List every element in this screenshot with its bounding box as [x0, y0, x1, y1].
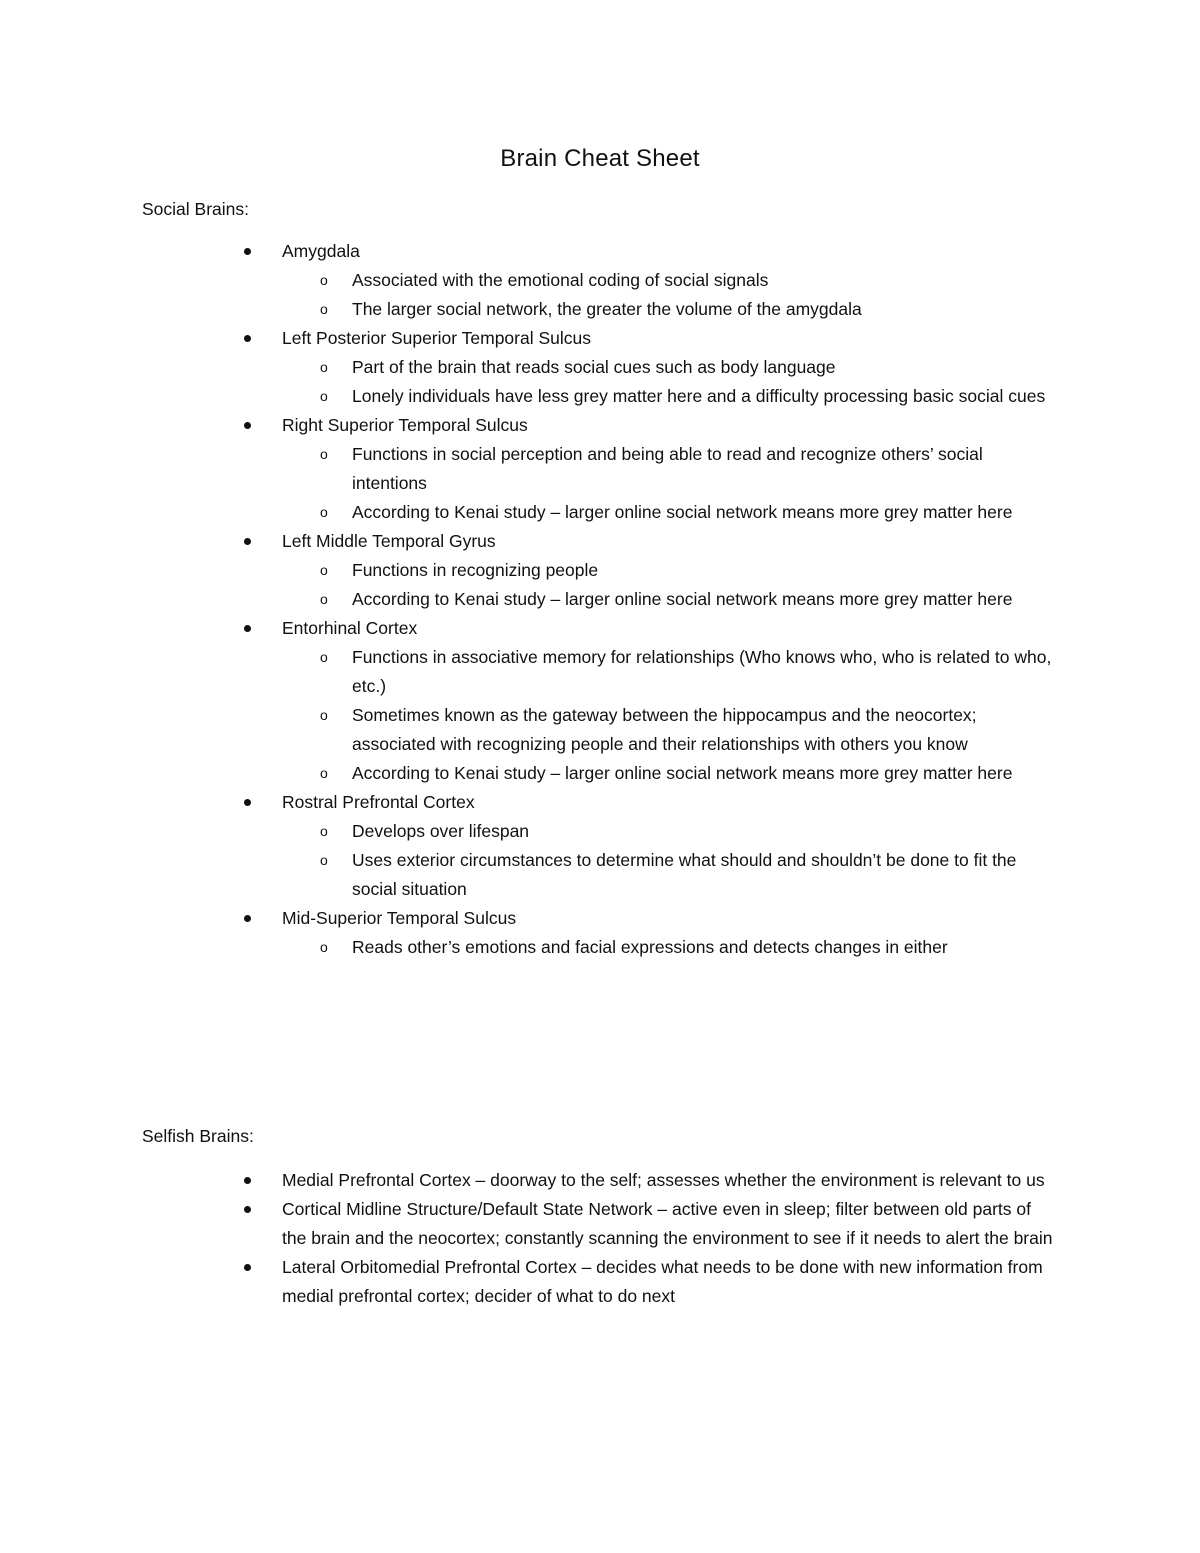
circle-bullet-icon: o — [320, 272, 328, 288]
sub-list-item — [320, 817, 1060, 846]
sub-list-item-text: According to Kenai study – larger online social network means more grey matter here — [352, 589, 1013, 609]
sub-list — [282, 266, 1060, 324]
bullet-icon — [244, 538, 251, 545]
selfish-brains-list — [0, 1166, 1200, 1311]
sub-list-item-text: Lonely individuals have less grey matter here and a difficulty processing basic social cues — [352, 386, 1046, 406]
social-brains-list — [0, 237, 1200, 962]
list-item — [0, 1253, 1200, 1311]
list-item-text: Rostral Prefrontal Cortex — [282, 792, 475, 812]
sub-list-item — [320, 701, 1060, 759]
list-item-text: Cortical Midline Structure/Default State Network – active even in sleep; filter between old parts of the brain and the neocortex; constantly scanning the environment to see if it needs to alert the brain — [282, 1199, 1053, 1248]
circle-bullet-icon: o — [320, 707, 328, 723]
list-item-text: Amygdala — [282, 241, 360, 261]
circle-bullet-icon: o — [320, 939, 328, 955]
list-item — [0, 527, 1200, 614]
list-item — [0, 788, 1200, 904]
list-item-text: Lateral Orbitomedial Prefrontal Cortex – decides what needs to be done with new information from medial prefrontal cortex; decider of what to do next — [282, 1257, 1043, 1306]
sub-list-item — [320, 759, 1060, 788]
bullet-icon — [244, 248, 251, 255]
circle-bullet-icon: o — [320, 562, 328, 578]
sub-list-item-text: Uses exterior circumstances to determine what should and shouldn’t be done to fit the social situation — [352, 850, 1017, 899]
sub-list-item — [320, 643, 1060, 701]
bullet-icon — [244, 1264, 251, 1271]
sub-list-item-text: Sometimes known as the gateway between the hippocampus and the neocortex; associated with recognizing people and their relationships with others you know — [352, 705, 977, 754]
list-item — [0, 237, 1200, 324]
sub-list-item-text: Functions in recognizing people — [352, 560, 599, 580]
list-item — [0, 1166, 1200, 1195]
sub-list-item-text: Functions in social perception and being able to read and recognize others’ social intentions — [352, 444, 983, 493]
circle-bullet-icon: o — [320, 446, 328, 462]
circle-bullet-icon: o — [320, 765, 328, 781]
sub-list-item-text: According to Kenai study – larger online social network means more grey matter here — [352, 763, 1013, 783]
sub-list — [282, 643, 1060, 788]
sub-list-item — [320, 498, 1060, 527]
sub-list-item-text: Functions in associative memory for relationships (Who knows who, who is related to who, etc.) — [352, 647, 1052, 696]
bullet-icon — [244, 799, 251, 806]
list-item — [0, 411, 1200, 527]
sub-list-item-text: Reads other’s emotions and facial expressions and detects changes in either — [352, 937, 948, 957]
circle-bullet-icon: o — [320, 301, 328, 317]
sub-list-item — [320, 382, 1060, 411]
circle-bullet-icon: o — [320, 388, 328, 404]
circle-bullet-icon: o — [320, 823, 328, 839]
list-item-text: Entorhinal Cortex — [282, 618, 418, 638]
sub-list — [282, 817, 1060, 904]
sub-list-item — [320, 295, 1060, 324]
sub-list — [282, 440, 1060, 527]
section-heading-selfish: Selfish Brains: — [142, 1126, 254, 1146]
list-item-text: Left Posterior Superior Temporal Sulcus — [282, 328, 591, 348]
bullet-icon — [244, 1206, 251, 1213]
sub-list-item — [320, 266, 1060, 295]
sub-list-item — [320, 440, 1060, 498]
sub-list-item-text: Associated with the emotional coding of social signals — [352, 270, 769, 290]
bullet-icon — [244, 625, 251, 632]
bullet-icon — [244, 422, 251, 429]
circle-bullet-icon: o — [320, 591, 328, 607]
list-item-text: Left Middle Temporal Gyrus — [282, 531, 496, 551]
list-item-text: Mid-Superior Temporal Sulcus — [282, 908, 517, 928]
sub-list-item — [320, 585, 1060, 614]
sub-list-item — [320, 556, 1060, 585]
sub-list-item — [320, 846, 1060, 904]
list-item — [0, 904, 1200, 962]
bullet-icon — [244, 915, 251, 922]
list-item-text: Medial Prefrontal Cortex – doorway to the self; assesses whether the environment is relevant to us — [282, 1170, 1045, 1190]
bullet-icon — [244, 1177, 251, 1184]
list-item-text: Right Superior Temporal Sulcus — [282, 415, 528, 435]
sub-list-item — [320, 933, 1060, 962]
circle-bullet-icon: o — [320, 359, 328, 375]
sub-list — [282, 933, 1060, 962]
sub-list-item-text: The larger social network, the greater the volume of the amygdala — [352, 299, 862, 319]
list-item — [0, 324, 1200, 411]
bullet-icon — [244, 335, 251, 342]
list-item — [0, 614, 1200, 788]
list-item — [0, 1195, 1200, 1253]
circle-bullet-icon: o — [320, 504, 328, 520]
sub-list-item-text: According to Kenai study – larger online social network means more grey matter here — [352, 502, 1013, 522]
page-title: Brain Cheat Sheet — [500, 145, 700, 172]
sub-list — [282, 353, 1060, 411]
circle-bullet-icon: o — [320, 649, 328, 665]
sub-list-item — [320, 353, 1060, 382]
sub-list-item-text: Part of the brain that reads social cues such as body language — [352, 357, 836, 377]
sub-list-item-text: Develops over lifespan — [352, 821, 530, 841]
circle-bullet-icon: o — [320, 852, 328, 868]
section-heading-social: Social Brains: — [142, 199, 249, 219]
sub-list — [282, 556, 1060, 614]
